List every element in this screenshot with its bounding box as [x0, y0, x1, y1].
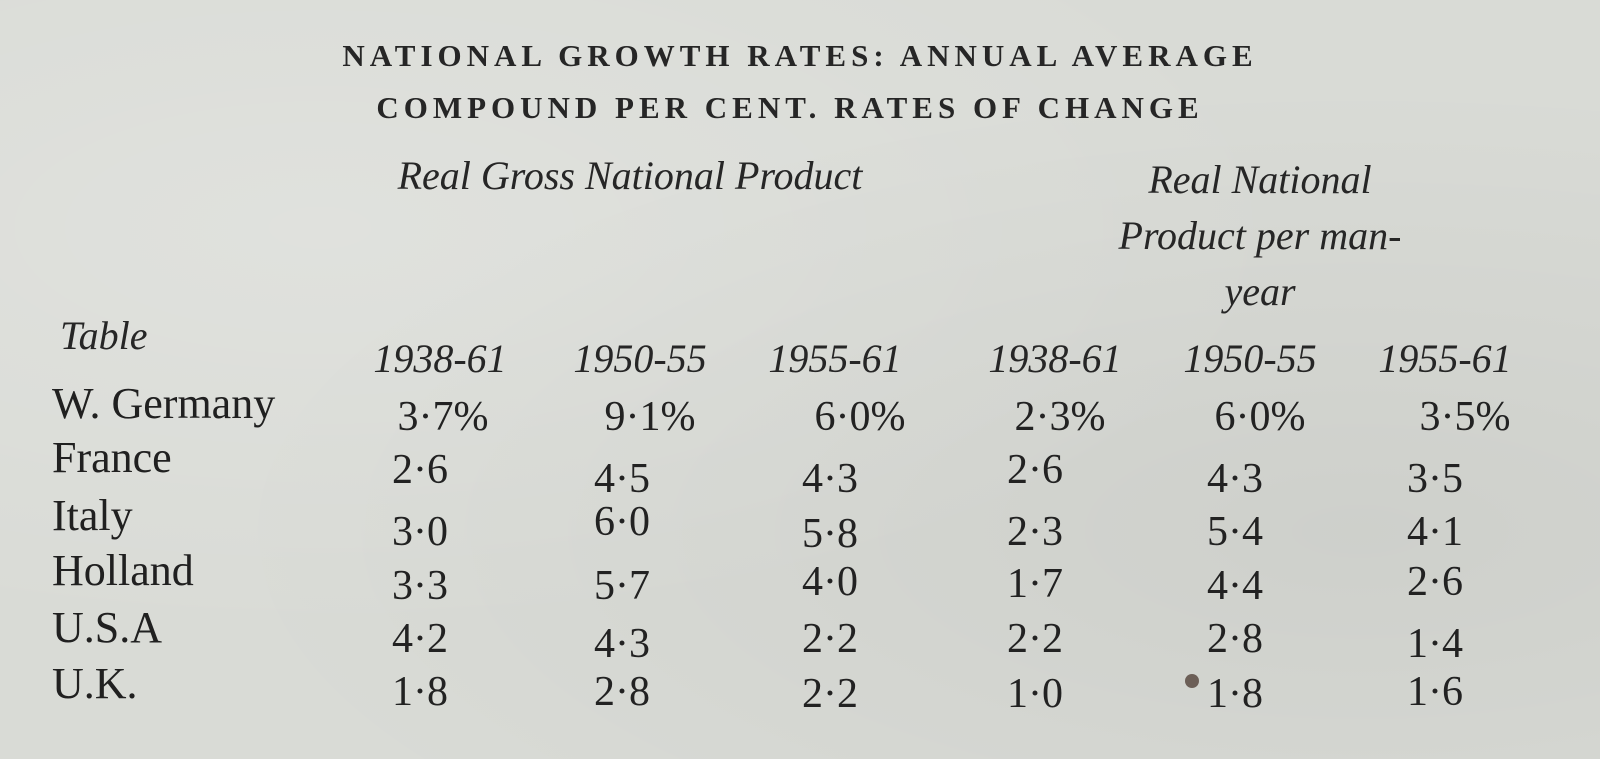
column-header: 1955-61 [1378, 336, 1512, 381]
group-heading-npm-line-2: Product per man- [1118, 213, 1402, 258]
table-cell: 2·2 [802, 616, 858, 662]
table-cell: 4·1 [1407, 509, 1463, 555]
table-cell: 3·0 [392, 509, 448, 555]
row-label: France [52, 433, 172, 482]
table-cell: 9·1% [604, 394, 696, 440]
table-cell: 1·8 [392, 669, 448, 715]
table-cell: 4·3 [1207, 456, 1263, 502]
row-label: U.K. [52, 659, 138, 708]
table-cell: 5·7 [594, 563, 650, 609]
table-cell: 3·7% [397, 394, 489, 440]
row-label: U.S.A [52, 603, 163, 652]
table-title-line-2: COMPOUND PER CENT. RATES OF CHANGE [376, 90, 1204, 125]
table-cell: 5·8 [802, 511, 858, 557]
table-cell: 5·4 [1207, 509, 1263, 555]
group-heading-npm-line-3: year [1224, 269, 1296, 314]
column-header: 1938-61 [988, 336, 1122, 381]
column-header: 1950-55 [1183, 336, 1317, 381]
table-cell: 2·8 [594, 669, 650, 715]
ink-smudge [1185, 674, 1199, 688]
group-heading-npm [1060, 152, 1460, 320]
table-cell: 1·7 [1007, 561, 1063, 607]
table-label: Table [60, 313, 148, 358]
group-heading-npm-line-1: Real National [1148, 157, 1372, 202]
table-cell: 2·6 [1007, 447, 1063, 493]
table-cell: 1·4 [1407, 621, 1463, 667]
table-cell: 4·4 [1207, 563, 1263, 609]
column-header: 1950-55 [573, 336, 707, 381]
table-cell: 3·3 [392, 563, 448, 609]
table-cell: 1·0 [1007, 671, 1063, 717]
table-cell: 2·3% [1014, 394, 1106, 440]
row-label: W. Germany [52, 379, 276, 428]
table-cell: 1·6 [1407, 669, 1463, 715]
row-label: Italy [52, 491, 133, 540]
table-cell: 4·3 [594, 621, 650, 667]
table-cell: 4·2 [392, 616, 448, 662]
table-cell: 4·3 [802, 456, 858, 502]
table-cell: 2·6 [1407, 559, 1463, 605]
table-cell: 2·2 [802, 671, 858, 717]
table-cell: 4·0 [802, 559, 858, 605]
table-cell: 2·3 [1007, 509, 1063, 555]
table-cell: 3·5 [1407, 456, 1463, 502]
table-cell: 6·0% [814, 394, 906, 440]
group-heading-gnp: Real Gross National Product [397, 153, 863, 198]
table-cell: 3·5% [1419, 394, 1511, 440]
column-header: 1938-61 [373, 336, 507, 381]
table-cell: 6·0 [594, 499, 650, 545]
table-cell: 2·2 [1007, 616, 1063, 662]
table-cell: 2·6 [392, 447, 448, 493]
table-cell: 1·8 [1207, 671, 1263, 717]
table-cell: 6·0% [1214, 394, 1306, 440]
table-title-line-1: NATIONAL GROWTH RATES: ANNUAL AVERAGE [342, 38, 1258, 73]
table-cell: 2·8 [1207, 616, 1263, 662]
table-cell: 4·5 [594, 456, 650, 502]
column-header: 1955-61 [768, 336, 902, 381]
row-label: Holland [52, 546, 194, 595]
